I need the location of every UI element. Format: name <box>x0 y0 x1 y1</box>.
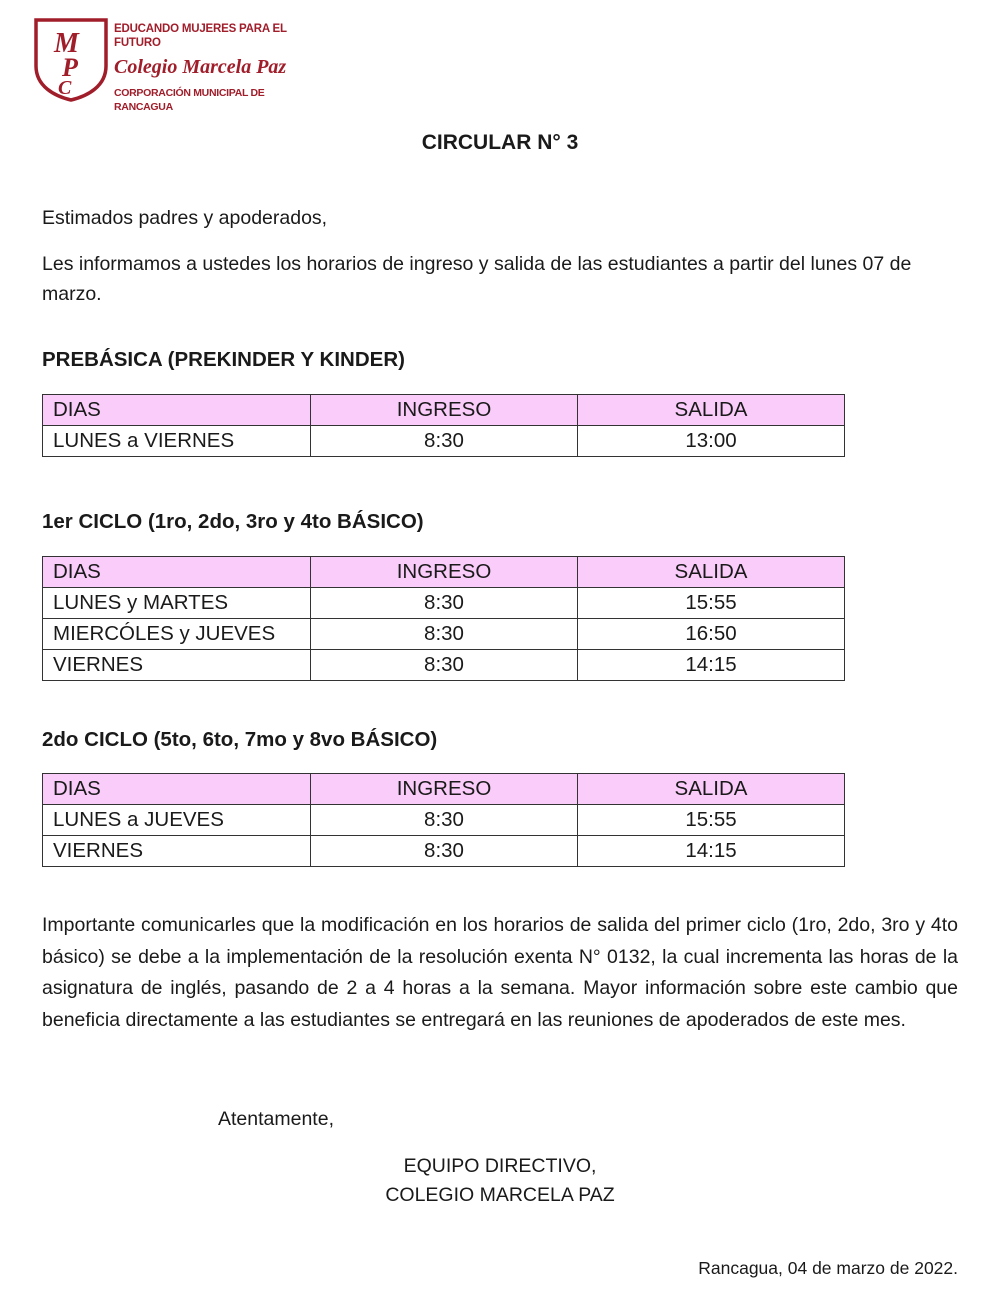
column-header-salida: SALIDA <box>578 557 845 588</box>
section-title-primer-ciclo: 1er CICLO (1ro, 2do, 3ro y 4to BÁSICO) <box>42 510 424 533</box>
cell-salida: 14:15 <box>578 836 845 867</box>
column-header-ingreso: INGRESO <box>311 395 578 426</box>
svg-text:P: P <box>62 53 78 82</box>
table-row <box>43 426 845 457</box>
logo-tagline: EDUCANDO MUJERES PARA EL FUTURO <box>114 23 287 49</box>
signature-block <box>300 1152 700 1210</box>
note-paragraph: Importante comunicarles que la modificación en los horarios de salida del primer ciclo (1ro, 2do, 3ro y 4to básico) se debe a la implementación de la resolución exenta N° 0132, la cual incrementa las horas de la asignatura de inglés, pasando de 2 a 4 horas a la semana. Mayor información sobre este cambio que beneficia directamente a las estudiantes se entregará en las reuniones de apoderados de este mes. <box>42 914 958 1031</box>
date-line: Rancagua, 04 de marzo de 2022. <box>698 1258 958 1278</box>
cell-dias: VIERNES <box>43 650 311 681</box>
logo-text-block <box>114 22 322 114</box>
signature-line-2: COLEGIO MARCELA PAZ <box>385 1184 615 1206</box>
school-logo <box>32 16 322 113</box>
column-header-ingreso: INGRESO <box>311 774 578 805</box>
cell-salida: 16:50 <box>578 619 845 650</box>
cell-dias: LUNES a VIERNES <box>43 426 311 457</box>
column-header-dias: DIAS <box>43 395 311 426</box>
cell-salida: 13:00 <box>578 426 845 457</box>
greeting: Estimados padres y apoderados, <box>42 207 328 229</box>
closing-text: Atentamente, <box>218 1108 334 1130</box>
schedule-table-primer-ciclo <box>42 556 845 681</box>
schedule-table-segundo-ciclo <box>42 773 845 867</box>
cell-ingreso: 8:30 <box>311 588 578 619</box>
column-header-ingreso: INGRESO <box>311 557 578 588</box>
cell-ingreso: 8:30 <box>311 650 578 681</box>
circular-title: CIRCULAR N° 3 <box>421 131 579 154</box>
cell-dias: VIERNES <box>43 836 311 867</box>
logo-school-name: Colegio Marcela Paz <box>114 56 287 78</box>
schedule-table-prebasica <box>42 394 845 457</box>
column-header-dias: DIAS <box>43 774 311 805</box>
cell-salida: 15:55 <box>578 805 845 836</box>
svg-text:M: M <box>54 28 79 59</box>
table-row <box>43 588 845 619</box>
cell-ingreso: 8:30 <box>311 836 578 867</box>
school-crest-icon <box>32 16 110 102</box>
cell-salida: 14:15 <box>578 650 845 681</box>
section-title-segundo-ciclo: 2do CICLO (5to, 6to, 7mo y 8vo BÁSICO) <box>42 728 438 751</box>
svg-text:C: C <box>58 77 72 99</box>
table-row <box>43 619 845 650</box>
table-row <box>43 805 845 836</box>
table-header-row <box>43 774 845 805</box>
cell-ingreso: 8:30 <box>311 619 578 650</box>
table-header-row <box>43 557 845 588</box>
column-header-salida: SALIDA <box>578 395 845 426</box>
cell-dias: MIERCÓLES y JUEVES <box>43 619 311 650</box>
cell-ingreso: 8:30 <box>311 805 578 836</box>
table-row <box>43 836 845 867</box>
table-header-row <box>43 395 845 426</box>
column-header-salida: SALIDA <box>578 774 845 805</box>
cell-dias: LUNES a JUEVES <box>43 805 311 836</box>
section-title-prebasica: PREBÁSICA (PREKINDER Y KINDER) <box>42 348 405 371</box>
table-row <box>43 650 845 681</box>
intro-paragraph: Les informamos a ustedes los horarios de ingreso y salida de las estudiantes a partir del lunes 07 de marzo. <box>42 253 912 305</box>
column-header-dias: DIAS <box>43 557 311 588</box>
cell-dias: LUNES y MARTES <box>43 588 311 619</box>
cell-ingreso: 8:30 <box>311 426 578 457</box>
logo-corporation: CORPORACIÓN MUNICIPAL DE RANCAGUA <box>114 87 265 113</box>
cell-salida: 15:55 <box>578 588 845 619</box>
signature-line-1: EQUIPO DIRECTIVO, <box>403 1155 597 1177</box>
